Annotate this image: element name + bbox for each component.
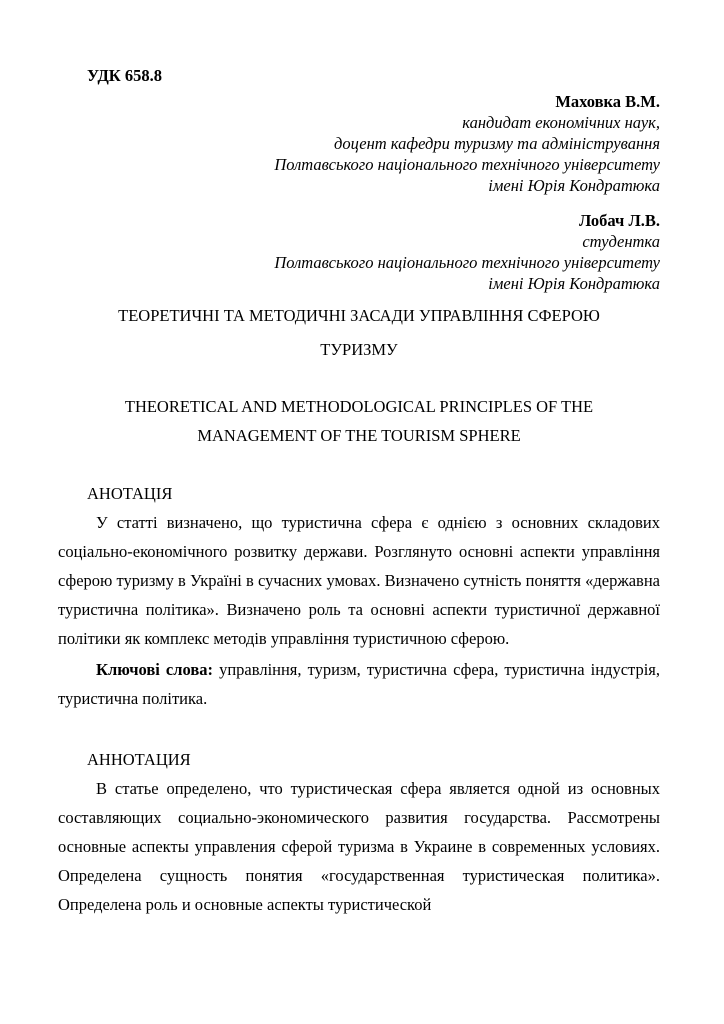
- udc-code: УДК 658.8: [87, 66, 163, 85]
- article-title-en-line-2: MANAGEMENT OF THE TOURISM SPHERE: [197, 426, 521, 445]
- author-1-affiliation-2: імені Юрія Кондратюка: [488, 176, 660, 195]
- abstract-ua-text: У статті визначено, що туристична сфера є однією з основних складових соціально-економічного розвитку держави. Розглянуто основні аспекти управління сферою туризму в Україні в сучасних умовах. Визначено сутність поняття «державна туристична політика». Визначено роль та основні аспекти туристичної державної політики як комплекс методів управління туристичною сферою.: [58, 513, 660, 648]
- author-1-degree: кандидат економічних наук,: [462, 113, 660, 132]
- abstract-ua-heading: АНОТАЦІЯ: [87, 484, 173, 503]
- author-2-name: Лобач Л.В.: [579, 211, 660, 230]
- author-1-name: Маховка В.М.: [555, 92, 660, 111]
- author-1-position: доцент кафедри туризму та адміністрування: [334, 134, 660, 153]
- author-1-affiliation: Полтавського національного технічного університету: [274, 155, 660, 174]
- author-2-affiliation: Полтавського національного технічного університету: [274, 253, 660, 272]
- author-2-affiliation-2: імені Юрія Кондратюка: [488, 274, 660, 293]
- keywords-paragraph: [58, 655, 660, 713]
- author-block-2: [58, 210, 660, 294]
- author-2-position: студентка: [582, 232, 660, 251]
- keywords-label: Ключові слова:: [96, 660, 214, 679]
- keywords-text: управління, туризм, туристична сфера, туристична індустрія, туристична політика.: [58, 660, 660, 708]
- article-title-english: [58, 392, 660, 450]
- abstract-ru-text: В статье определено, что туристическая сфера является одной из основных составляющих социально-экономического развития государства. Рассмотрены основные аспекты управления сферой туризма в Украине в современных условиях. Определена сущность понятия «государственная туристическая политика». Определена роль и основные аспекты туристической: [58, 779, 660, 914]
- abstract-ru-heading: АННОТАЦИЯ: [87, 750, 191, 769]
- article-title-en-line-1: THEORETICAL AND METHODOLOGICAL PRINCIPLES OF THE: [124, 397, 594, 416]
- article-title-ua-line-2: ТУРИЗМУ: [320, 340, 398, 359]
- article-title-ukrainian: [58, 299, 660, 367]
- article-title-ua-line-1: ТЕОРЕТИЧНІ ТА МЕТОДИЧНІ ЗАСАДИ УПРАВЛІННЯ СФЕРОЮ: [118, 306, 600, 325]
- author-block-1: [58, 91, 660, 196]
